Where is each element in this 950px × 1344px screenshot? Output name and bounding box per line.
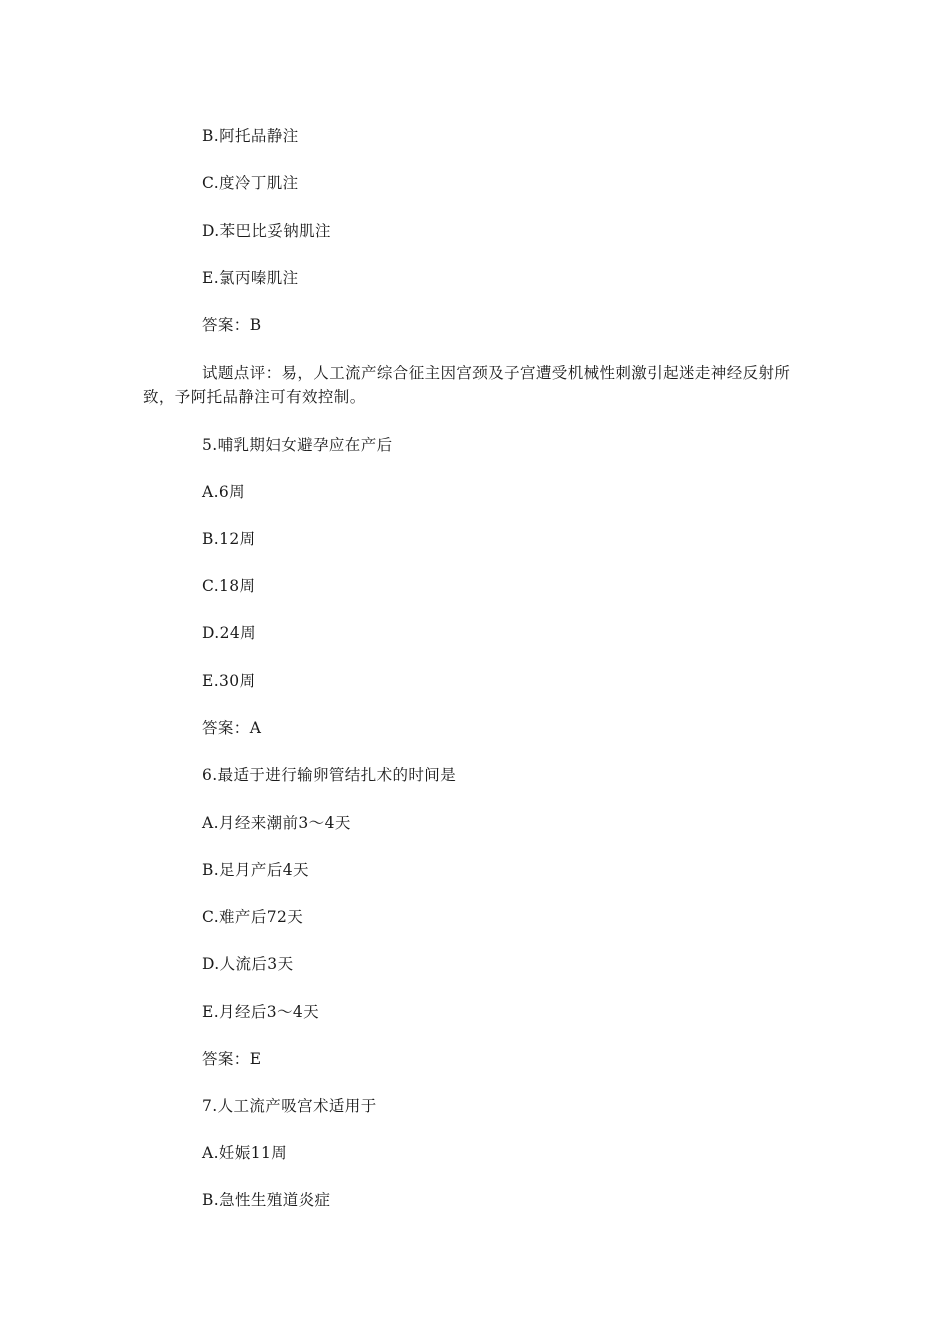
q7-option-b: B.急性生殖道炎症	[202, 1191, 331, 1209]
q6-answer: 答案：E	[202, 1050, 262, 1068]
q7-question: 7.人工流产吸宫术适用于	[202, 1097, 377, 1115]
q4-answer: 答案：B	[202, 316, 262, 334]
q4-option-d: D.苯巴比妥钠肌注	[202, 222, 331, 240]
q4-option-c: C.度冷丁肌注	[202, 174, 299, 192]
q5-option-b: B.12周	[202, 530, 256, 548]
q4-comment	[143, 361, 815, 409]
q5-option-d: D.24周	[202, 624, 257, 642]
q5-answer: 答案：A	[202, 719, 262, 737]
q4-option-b: B.阿托品静注	[202, 127, 299, 145]
q6-option-c: C.难产后72天	[202, 908, 304, 926]
q5-option-e: E.30周	[202, 672, 256, 690]
q4-comment-text: 试题点评：易，人工流产综合征主因宫颈及子宫遭受机械性刺激引起迷走神经反射所致，予阿托品静注可有效控制。	[143, 364, 791, 406]
q6-question: 6.最适于进行输卵管结扎术的时间是	[202, 766, 457, 784]
q4-option-e: E.氯丙嗪肌注	[202, 269, 299, 287]
q5-option-a: A.6周	[202, 483, 246, 501]
q6-option-a: A.月经来潮前3～4天	[202, 814, 351, 832]
q6-option-b: B.足月产后4天	[202, 861, 309, 879]
q6-option-d: D.人流后3天	[202, 955, 294, 973]
q5-question: 5.哺乳期妇女避孕应在产后	[202, 436, 393, 454]
q6-option-e: E.月经后3～4天	[202, 1003, 320, 1021]
q7-option-a: A.妊娠11周	[202, 1144, 288, 1162]
q5-option-c: C.18周	[202, 577, 256, 595]
